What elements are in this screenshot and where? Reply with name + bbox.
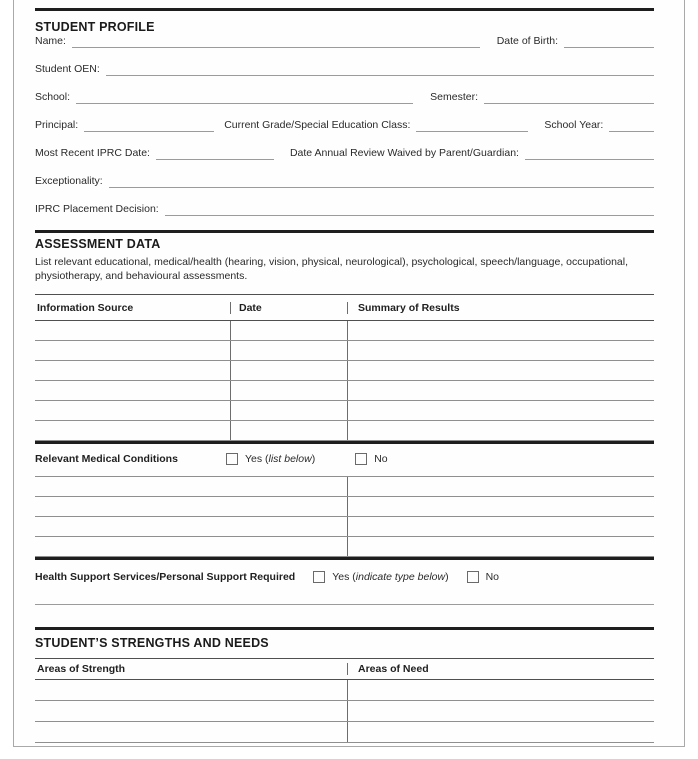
summary-cell[interactable] <box>347 321 654 340</box>
table-bottom-bar <box>35 557 654 560</box>
write-in-cell[interactable] <box>35 517 347 536</box>
health-support-input-line[interactable] <box>35 604 654 605</box>
most-recent-iprc-input-line[interactable] <box>156 147 274 160</box>
summary-cell[interactable] <box>347 341 654 360</box>
form-page <box>13 0 685 747</box>
field-row <box>35 104 654 132</box>
medical-yes-label: Yes (list below) <box>244 452 316 465</box>
date-cell[interactable] <box>230 361 347 380</box>
exceptionality-label: Exceptionality: <box>35 175 103 187</box>
medical-conditions-row <box>35 451 654 466</box>
school-label: School: <box>35 91 71 103</box>
summary-cell[interactable] <box>347 361 654 380</box>
assessment-table-header <box>35 294 654 321</box>
field-row <box>35 160 654 188</box>
date-of-birth-label: Date of Birth: <box>496 35 558 47</box>
col-header-summary-of-results: Summary of Results <box>347 302 654 314</box>
col-header-areas-of-need: Areas of Need <box>347 663 654 675</box>
summary-cell[interactable] <box>347 401 654 420</box>
need-cell[interactable] <box>347 701 654 721</box>
iprc-placement-input-line[interactable] <box>165 203 654 216</box>
assessment-data-heading: ASSESSMENT DATA <box>35 237 161 251</box>
medical-conditions-table-row <box>35 476 654 497</box>
medical-no-checkbox[interactable] <box>355 453 367 465</box>
medical-conditions-label: Relevant Medical Conditions <box>35 452 178 465</box>
health-yes-label: Yes (indicate type below) <box>332 571 449 583</box>
strengths-needs-heading: STUDENT’S STRENGTHS AND NEEDS <box>35 636 269 650</box>
assessment-table-row <box>35 341 654 361</box>
medical-conditions-table-row <box>35 537 654 557</box>
date-cell[interactable] <box>230 381 347 400</box>
write-in-cell[interactable] <box>35 497 347 516</box>
annual-review-waived-input-line[interactable] <box>525 147 654 160</box>
name-label: Name: <box>35 35 66 47</box>
col-header-date: Date <box>230 302 347 314</box>
col-header-areas-of-strength: Areas of Strength <box>37 663 126 675</box>
most-recent-iprc-label: Most Recent IPRC Date: <box>35 147 150 159</box>
write-in-cell[interactable] <box>347 497 654 516</box>
health-support-row <box>35 569 654 585</box>
exceptionality-input-line[interactable] <box>109 175 654 188</box>
medical-yes-checkbox[interactable] <box>226 453 238 465</box>
field-row <box>35 188 654 216</box>
write-in-cell[interactable] <box>347 477 654 496</box>
strength-cell[interactable] <box>35 680 347 700</box>
strengths-needs-table <box>35 658 654 743</box>
strengths-needs-table-row <box>35 680 654 701</box>
medical-conditions-table <box>35 476 654 560</box>
assessment-table <box>35 294 654 444</box>
date-cell[interactable] <box>230 321 347 340</box>
assessment-table-row <box>35 401 654 421</box>
write-in-cell[interactable] <box>35 537 347 556</box>
summary-cell[interactable] <box>347 421 654 440</box>
date-cell[interactable] <box>230 341 347 360</box>
information-source-cell[interactable] <box>35 381 230 400</box>
name-input-line[interactable] <box>72 35 480 48</box>
assessment-table-row <box>35 421 654 441</box>
student-profile-heading: STUDENT PROFILE <box>35 20 155 34</box>
current-grade-label: Current Grade/Special Education Class: <box>224 119 411 131</box>
assessment-table-row <box>35 321 654 341</box>
student-oen-input-line[interactable] <box>106 63 654 76</box>
date-cell[interactable] <box>230 401 347 420</box>
strength-cell[interactable] <box>35 701 347 721</box>
field-row <box>35 76 654 104</box>
school-year-input-line[interactable] <box>609 119 654 132</box>
field-row <box>35 34 654 48</box>
school-input-line[interactable] <box>76 91 413 104</box>
write-in-cell[interactable] <box>347 537 654 556</box>
health-no-label: No <box>485 571 500 583</box>
student-oen-label: Student OEN: <box>35 63 100 75</box>
information-source-cell[interactable] <box>35 421 230 440</box>
medical-no-label: No <box>374 452 388 465</box>
information-source-cell[interactable] <box>35 321 230 340</box>
field-row <box>35 132 654 160</box>
strengths-needs-table-header <box>35 658 654 680</box>
section-divider <box>35 8 654 11</box>
write-in-cell[interactable] <box>347 517 654 536</box>
need-cell[interactable] <box>347 680 654 700</box>
assessment-table-row <box>35 381 654 401</box>
date-of-birth-input-line[interactable] <box>564 35 654 48</box>
information-source-cell[interactable] <box>35 401 230 420</box>
strengths-needs-table-row <box>35 722 654 743</box>
section-divider <box>35 230 654 233</box>
semester-label: Semester: <box>430 91 478 103</box>
strengths-needs-table-row <box>35 701 654 722</box>
annual-review-waived-label: Date Annual Review Waived by Parent/Guardian: <box>289 147 519 159</box>
current-grade-input-line[interactable] <box>416 119 528 132</box>
table-bottom-bar <box>35 441 654 444</box>
information-source-cell[interactable] <box>35 341 230 360</box>
principal-input-line[interactable] <box>84 119 214 132</box>
field-row <box>35 48 654 76</box>
assessment-table-row <box>35 361 654 381</box>
health-support-label: Health Support Services/Personal Support Required <box>35 571 296 583</box>
information-source-cell[interactable] <box>35 361 230 380</box>
need-cell[interactable] <box>347 722 654 742</box>
assessment-instructions: List relevant educational, medical/health (hearing, vision, physical, neurological), psychological, speech/language, occupational, physiotherapy, and behavioural assessments. <box>35 256 629 282</box>
summary-cell[interactable] <box>347 381 654 400</box>
health-no-checkbox[interactable] <box>467 571 479 583</box>
school-year-label: School Year: <box>544 119 604 131</box>
health-yes-checkbox[interactable] <box>313 571 325 583</box>
medical-conditions-table-row <box>35 517 654 537</box>
iprc-placement-label: IPRC Placement Decision: <box>35 203 159 215</box>
medical-conditions-table-row <box>35 497 654 517</box>
date-cell[interactable] <box>230 421 347 440</box>
principal-label: Principal: <box>35 119 79 131</box>
semester-input-line[interactable] <box>484 91 654 104</box>
col-header-information-source: Information Source <box>37 301 134 314</box>
section-divider <box>35 627 654 630</box>
strength-cell[interactable] <box>35 722 347 742</box>
write-in-cell[interactable] <box>35 477 347 496</box>
